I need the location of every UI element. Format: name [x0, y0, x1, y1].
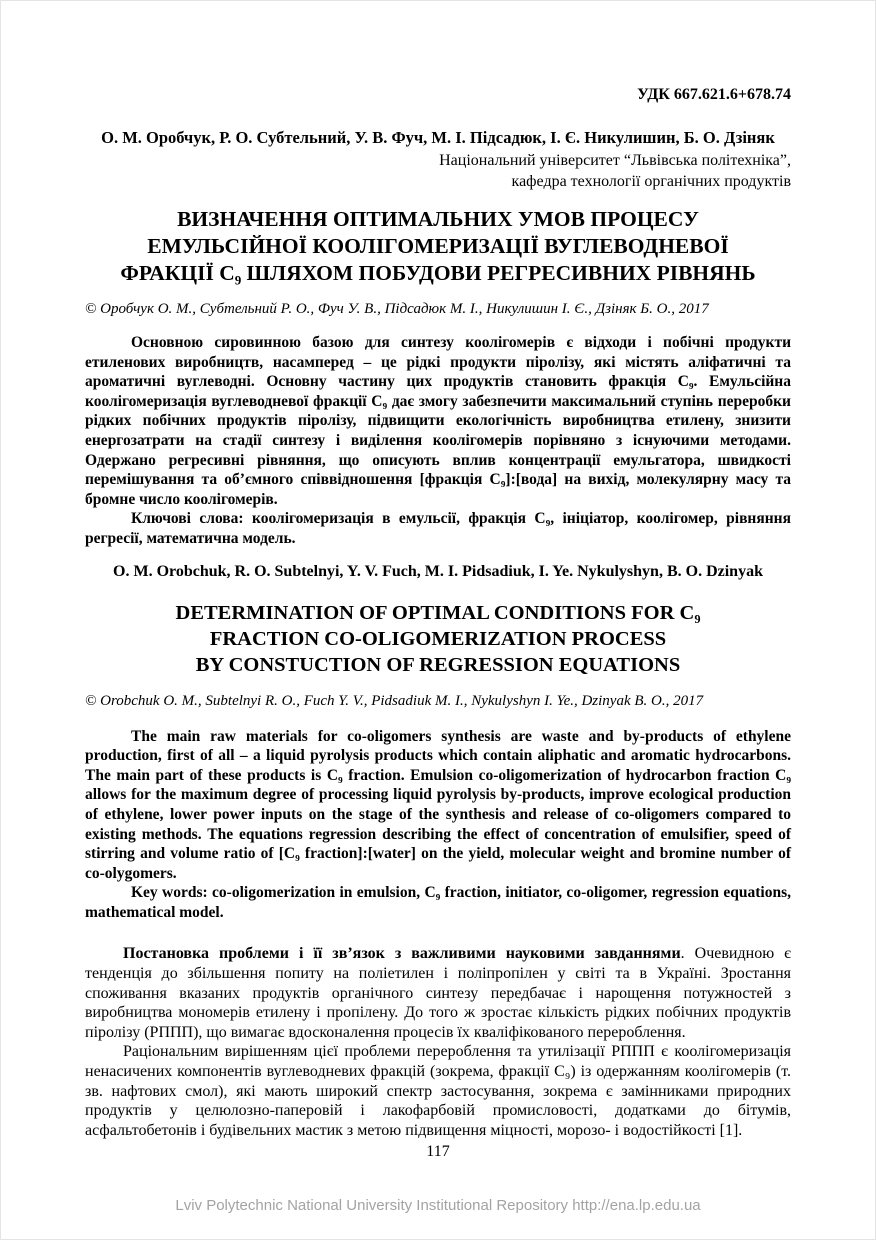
- article-title-ukrainian: [85, 206, 791, 287]
- abstract-ua-text: Основною сировинною базою для синтезу коолігомерів є відходи і побічні продукти етиленових виробництв, насамперед – це рідкі продукти піролізу, які містять аліфатичні та ароматичні вуглеводні. Основну частину цих продуктів становить фракція С₉. Емульсійна коолігомеризація вуглеводневої фракції С₉ дає змогу забезпечити максимальний ступінь переробки рідких побічних продуктів піролізу, підвищити екологічність виробництва етилену, знизити енергозатрати на стадії синтезу і виділення коолігомерів порівняно з існуючими методами. Одержано регресивні рівняння, що описують вплив концентрації емульгатора, швидкості перемішування та об’ємного співвідношення [фракція С₉]:[вода] на вихід, молекулярну масу та бромне число коолігомерів.: [85, 334, 791, 508]
- authors-english: O. M. Orobchuk, R. O. Subtelnyi, Y. V. Fuch, M. I. Pidsadiuk, I. Ye. Nykulyshyn, B. O. Dzinyak: [113, 562, 763, 580]
- article-content: [1, 1, 875, 1140]
- body-paragraph-1-lead: Постановка проблеми і її зв’язок з важливими науковими завданнями: [123, 945, 681, 963]
- copyright-english: © Orobchuk O. M., Subtelnyi R. O., Fuch Y. V., Pidsadiuk M. I., Nykulyshyn I. Ye., Dzinyak B. O., 2017: [85, 692, 704, 709]
- copyright-ukrainian: © Оробчук О. М., Субтельний Р. О., Фуч У. В., Підсадюк М. І., Никулишин І. Є., Дзіняк Б. О., 2017: [85, 301, 709, 317]
- title-ua-line-1: ВИЗНАЧЕННЯ ОПТИМАЛЬНИХ УМОВ ПРОЦЕСУ: [177, 207, 699, 231]
- body-paragraph-1: [85, 944, 791, 1042]
- authors-ukrainian: О. М. Оробчук, Р. О. Субтельний, У. В. Фуч, М. І. Підсадюк, І. Є. Никулишин, Б. О. Дзіняк: [101, 128, 775, 147]
- abstract-ukrainian: [85, 333, 791, 549]
- affiliation-block: [85, 150, 791, 192]
- article-title-english: [85, 600, 791, 678]
- affiliation-line-1: Національний університет “Львівська політехніка”,: [439, 152, 791, 169]
- body-paragraph-1-rest: . Очевидною є тенденція до збільшення попиту на поліетилен і поліпропілен у світі та в Україні. Зростання споживання вказаних продуктів органічного синтезу передбачає і нарощення потужностей з виробництва мономерів етилену і пропілену. До того ж зростає кількість рідких побічних продуктів піролізу (РППП), що вимагає вдосконалення процесів їх кваліфікованого перероблення.: [85, 945, 792, 1041]
- article-body: [85, 944, 791, 1140]
- title-ua-line-2: ЕМУЛЬСІЙНОЇ КООЛІГОМЕРИЗАЦІЇ ВУГЛЕВОДНЕВОЇ: [147, 234, 729, 258]
- abstract-english: [85, 727, 791, 923]
- udc-code: УДК 667.621.6+678.74: [637, 86, 791, 103]
- body-paragraph-2: Раціональним вирішенням цієї проблеми перероблення та утилізації РППП є коолігомеризація ненасичених компонентів вуглеводневих фракцій (зокрема, фракції С₉) із одержанням коолігомерів (т. зв. нафтових смол), які мають широкий спектр застосування, зокрема є замінниками природних продуктів у целюлозно-паперовій і лакофарбовій промисловості, додатками до бітумів, асфальтобетонів і будівельних мастик з метою підвищення міцності, морозо- і водостійкості [1].: [85, 1043, 791, 1139]
- repository-footer: Lviv Polytechnic National University Institutional Repository http://ena.lp.edu.ua: [175, 1197, 701, 1214]
- affiliation-line-2: кафедра технології органічних продуктів: [511, 173, 791, 190]
- title-en-line-1: DETERMINATION OF OPTIMAL CONDITIONS FOR C₉: [175, 601, 701, 624]
- keywords-english: Key words: co-oligomerization in emulsion, C₉ fraction, initiator, co-oligomer, regression equations, mathematical model.: [85, 884, 791, 921]
- title-en-line-3: BY CONSTUCTION OF REGRESSION EQUATIONS: [195, 653, 681, 676]
- abstract-en-text: The main raw materials for co-oligomers synthesis are waste and by-products of ethylene production, first of all – a liquid pyrolysis products which contain aliphatic and aromatic hydrocarbons. The main part of these products is C₉ fraction. Emulsion co-oligomerization of hydrocarbon fraction C₉ allows for the maximum degree of processing liquid pyrolysis by-products, improve ecological production of ethylene, lower power inputs on the stage of the synthesis and release of co-oligomers compared to existing methods. The equations regression describing the effect of concentration of emulsifier, speed of stirring and volume ratio of [C₉ fraction]:[water] on the yield, molecular weight and bromine number of co-olygomers.: [85, 727, 791, 882]
- title-ua-line-3: ФРАКЦІЇ С₉ ШЛЯХОМ ПОБУДОВИ РЕГРЕСИВНИХ РІВНЯНЬ: [120, 261, 756, 285]
- keywords-ukrainian: Ключові слова: коолігомеризація в емульсії, фракція С₉, ініціатор, коолігомер, рівняння регресії, математична модель.: [85, 510, 791, 547]
- page-number: 117: [426, 1143, 450, 1160]
- title-en-line-2: FRACTION CO-OLIGOMERIZATION PROCESS: [209, 627, 667, 650]
